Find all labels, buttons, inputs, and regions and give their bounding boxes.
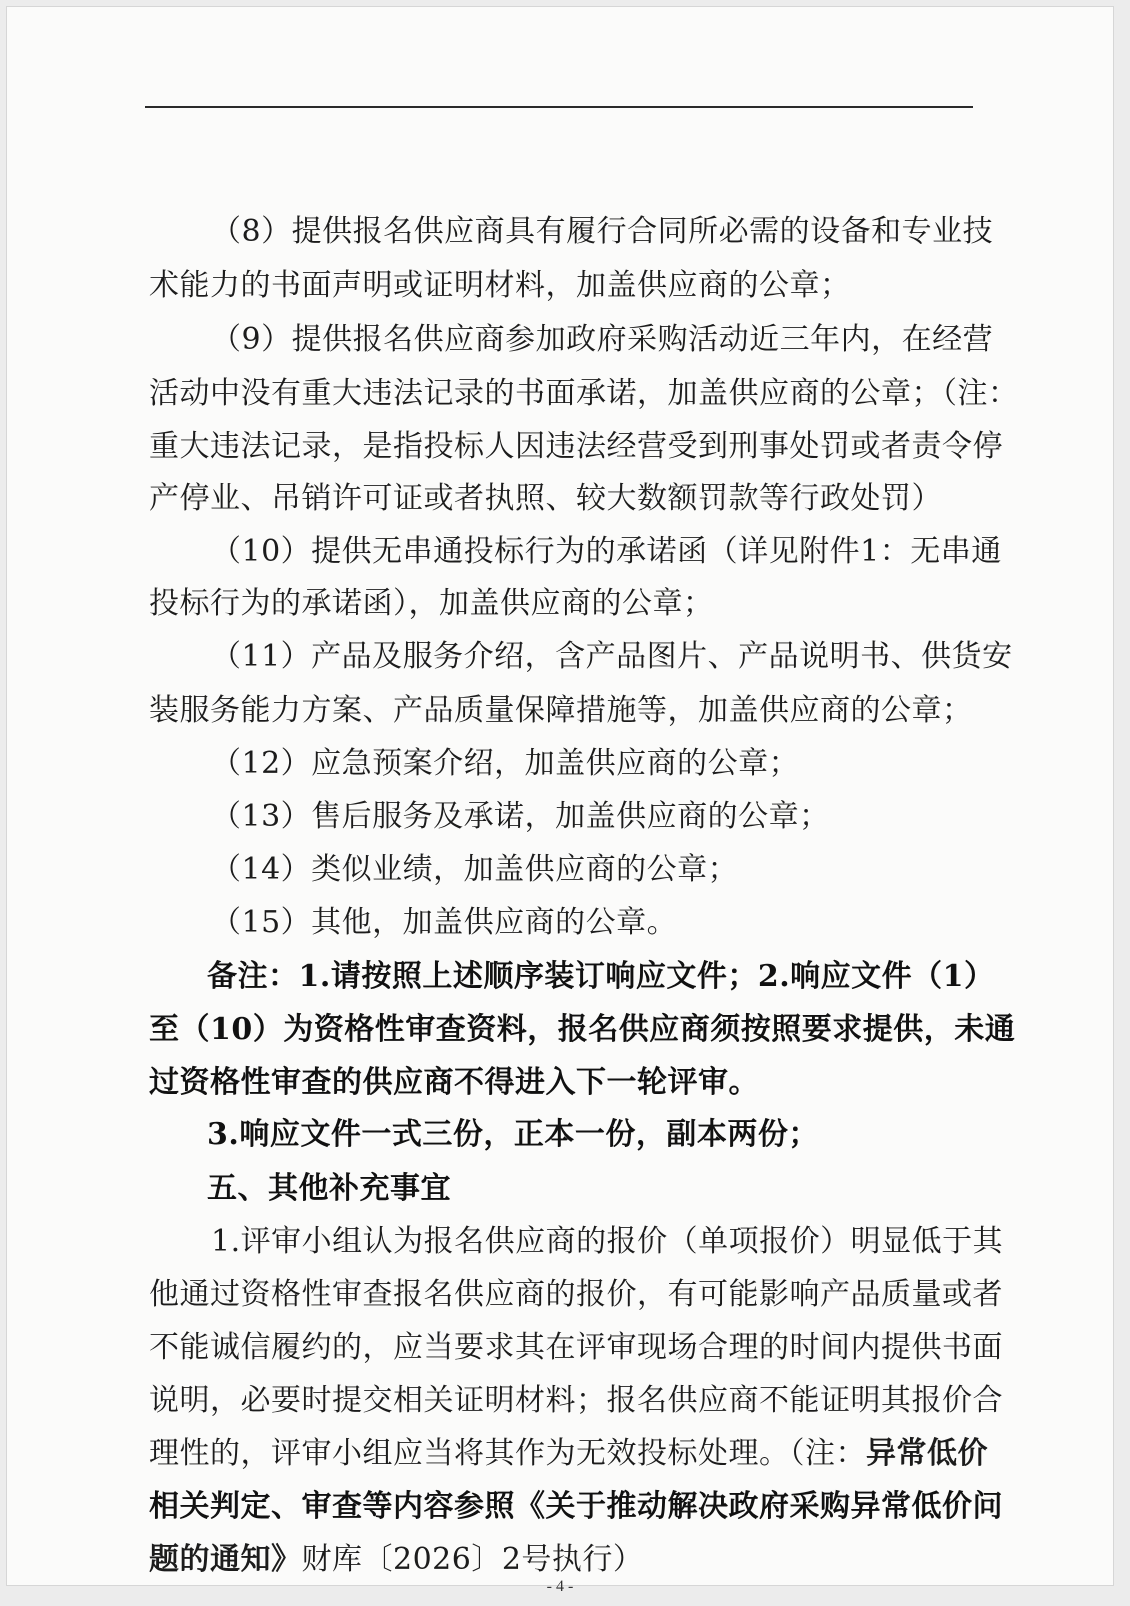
text-line: 投标行为的承诺函），加盖供应商的公章； [149, 586, 714, 621]
remark-line: 过资格性审查的供应商不得进入下一轮评审。 [149, 1065, 759, 1100]
text-segment: 理性的，评审小组应当将其作为无效投标处理。（注： [149, 1436, 866, 1471]
text-line: （11）产品及服务介绍，含产品图片、产品说明书、供货安 [211, 639, 1013, 674]
text-line: 说明，必要时提交相关证明材料；报名供应商不能证明其报价合 [149, 1383, 1003, 1418]
text-line: （12）应急预案介绍，加盖供应商的公章； [211, 746, 800, 781]
text-line: 他通过资格性审查报名供应商的报价，有可能影响产品质量或者 [149, 1277, 1003, 1312]
text-line: （8）提供报名供应商具有履行合同所必需的设备和专业技 [211, 214, 994, 249]
document-page [6, 6, 1114, 1586]
text-segment: 财库〔2026〕2号执行） [301, 1542, 644, 1577]
text-line: （13）售后服务及承诺，加盖供应商的公章； [211, 799, 830, 834]
remark-line: 3.响应文件一式三份，正本一份，副本两份； [207, 1117, 819, 1152]
text-line: 不能诚信履约的，应当要求其在评审现场合理的时间内提供书面 [149, 1330, 1003, 1365]
text-line-mixed [149, 1540, 643, 1580]
section-heading: 五、其他补充事宜 [207, 1171, 451, 1206]
page-number: - 4 - [546, 1578, 574, 1595]
bold-segment: 异常低价 [866, 1436, 988, 1471]
text-line: （14）类似业绩，加盖供应商的公章； [211, 852, 739, 887]
text-line: 产停业、吊销许可证或者执照、较大数额罚款等行政处罚） [149, 481, 942, 516]
text-line: （15）其他，加盖供应商的公章。 [211, 905, 678, 940]
text-line: （9）提供报名供应商参加政府采购活动近三年内，在经营 [211, 322, 994, 357]
remark-line: 至（10）为资格性审查资料，报名供应商须按照要求提供，未通 [149, 1012, 1016, 1047]
remark-line: 备注：1.请按照上述顺序装订响应文件；2.响应文件（1） [207, 959, 995, 994]
text-line: 活动中没有重大违法记录的书面承诺，加盖供应商的公章；（注： [149, 376, 1019, 411]
text-line: （10）提供无串通投标行为的承诺函（详见附件1：无串通 [211, 534, 1002, 569]
text-line: 装服务能力方案、产品质量保障措施等，加盖供应商的公章； [149, 693, 973, 728]
bold-segment: 题的通知》 [149, 1542, 302, 1577]
text-line: 重大违法记录，是指投标人因违法经营受到刑事处罚或者责令停 [149, 429, 1003, 464]
text-line: 术能力的书面声明或证明材料，加盖供应商的公章； [149, 268, 851, 303]
text-line: 相关判定、审查等内容参照《关于推动解决政府采购异常低价问 [149, 1489, 1003, 1524]
header-rule [145, 106, 973, 108]
text-line-mixed [149, 1434, 988, 1474]
text-line: 1.评审小组认为报名供应商的报价（单项报价）明显低于其 [211, 1224, 1004, 1259]
